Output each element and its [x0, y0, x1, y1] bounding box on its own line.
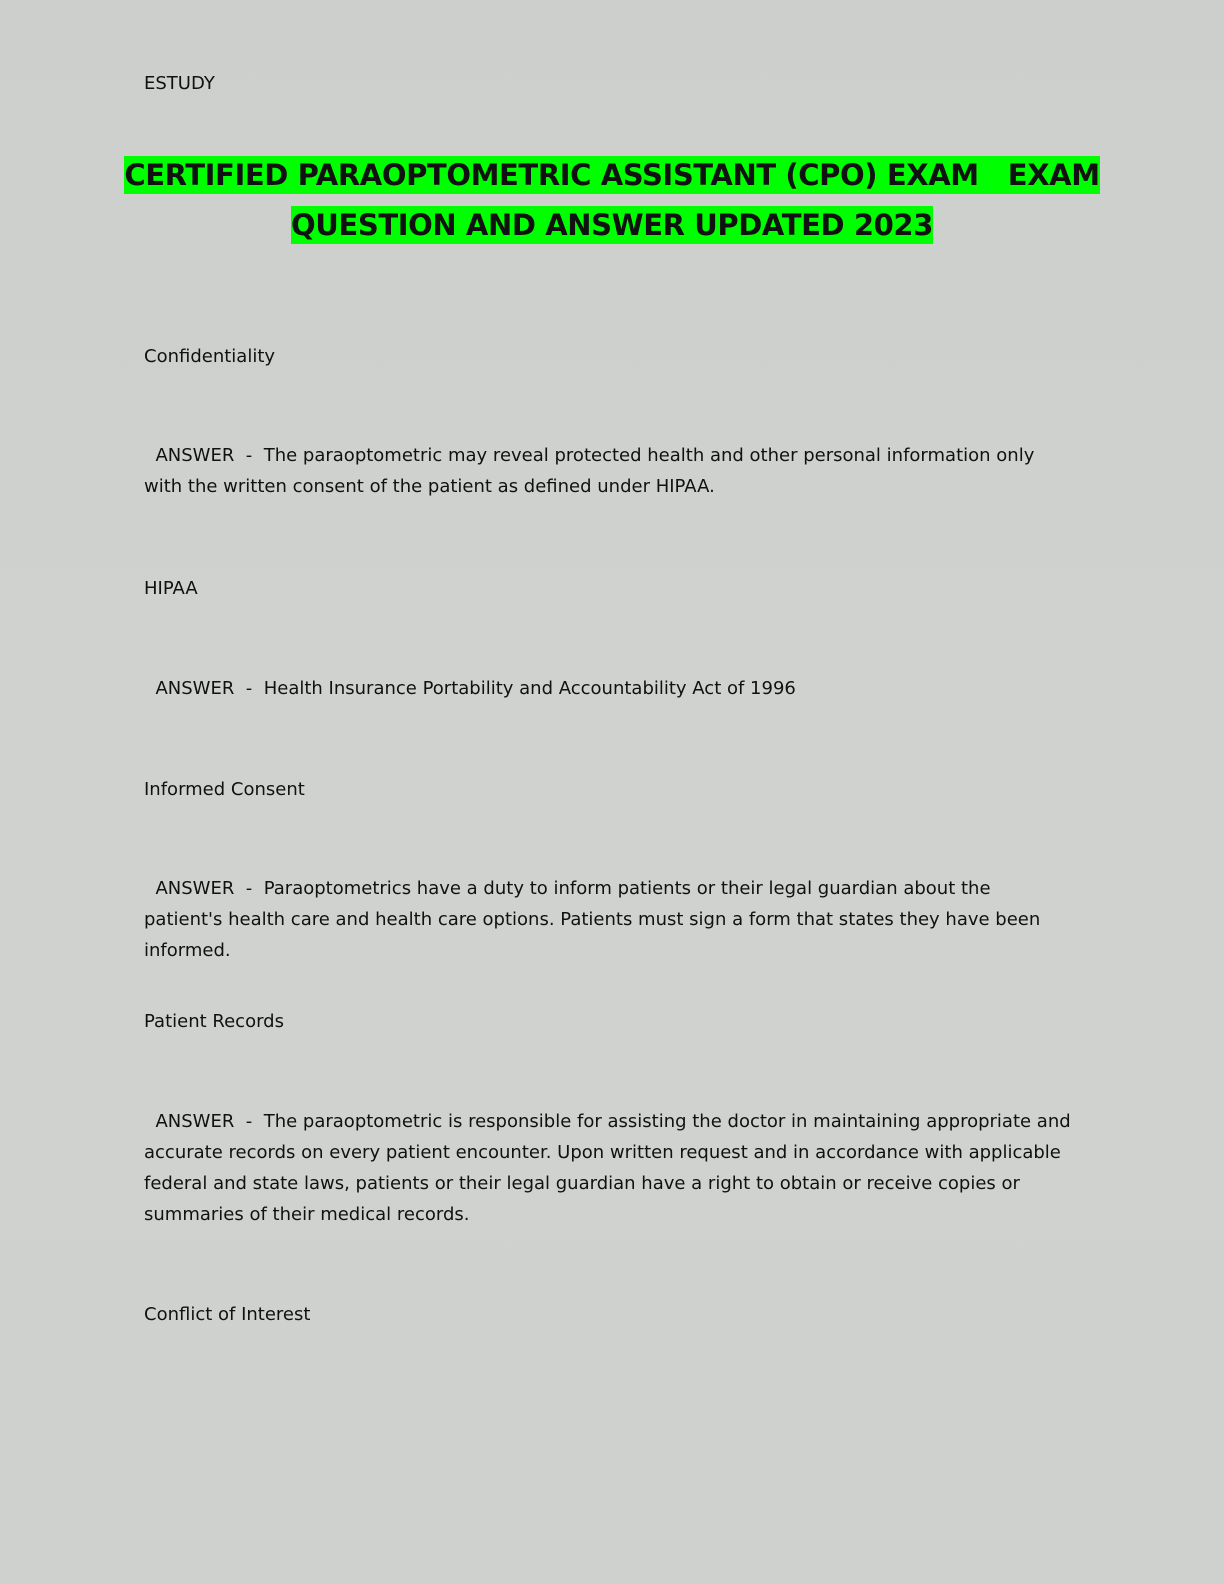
header-label: ESTUDY — [144, 73, 215, 94]
term-hipaa: HIPAA — [144, 578, 198, 599]
term-confidentiality: Confidentiality — [144, 346, 276, 367]
answer-hipaa: ANSWER - Health Insurance Portability and Accountability Act of 1996 — [144, 678, 796, 699]
answer-patient-records: ANSWER - The paraoptometric is responsible for assisting the doctor in maintaining appropriate and accurate records on every patient encounter. Upon written request and in accordance with applicable federal and state laws, patients or their legal guardian have a right to obtain or receive copies or summaries of their medical records. — [144, 1111, 1077, 1225]
term-conflict-of-interest: Conflict of Interest — [144, 1304, 311, 1325]
term-informed-consent: Informed Consent — [144, 779, 305, 800]
title-line-1: CERTIFIED PARAOPTOMETRIC ASSISTANT (CPO) EXAM EXAM — [124, 158, 1100, 192]
answer-informed-consent: ANSWER - Paraoptometrics have a duty to inform patients or their legal guardian about the patient's health care and health care options. Patients must sign a form that states they have been informed. — [144, 878, 1047, 961]
term-patient-records: Patient Records — [144, 1011, 284, 1032]
title-line-2: QUESTION AND ANSWER UPDATED 2023 — [291, 208, 933, 242]
answer-confidentiality: ANSWER - The paraoptometric may reveal protected health and other personal information only with the written consent of the patient as defined under HIPAA. — [144, 445, 1041, 497]
document-title — [100, 150, 1124, 250]
